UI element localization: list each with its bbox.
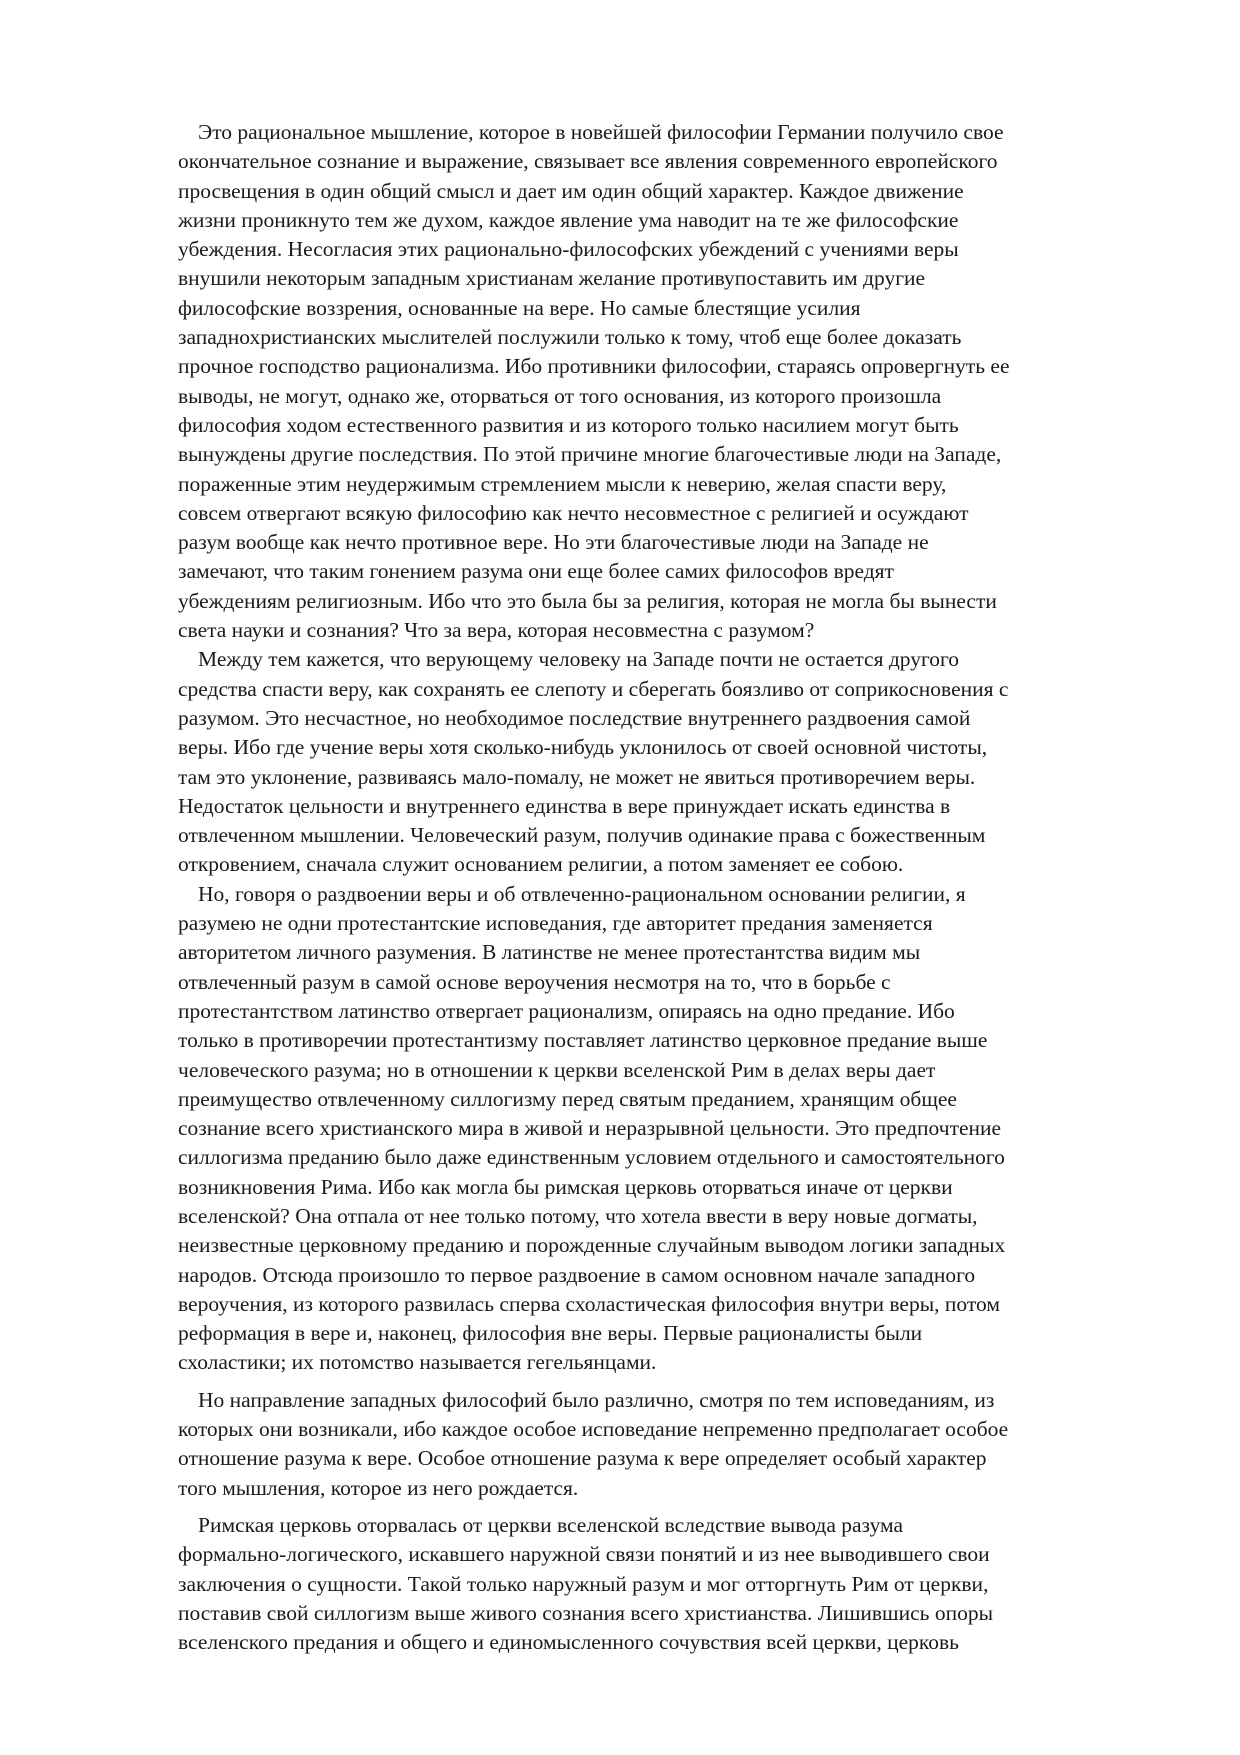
text-line: отвлеченный разум в самой основе вероучения несмотря на то, что в борьбе с xyxy=(178,969,891,994)
text-line: человеческого разума; но в отношении к церкви вселенской Рим в делах веры дает xyxy=(178,1057,936,1082)
text-line: реформация в вере и, наконец, философия вне веры. Первые рационалисты были xyxy=(178,1321,923,1346)
paragraph xyxy=(178,118,1158,645)
text-line: которых они возникали, ибо каждое особое исповедание непременно предполагает особое xyxy=(178,1417,1009,1442)
text-line: Недостаток цельности и внутреннего единства в вере принуждает искать единства в xyxy=(178,793,951,818)
text-line: света науки и сознания? Что за вера, которая несовместна с разумом? xyxy=(178,618,815,643)
text-line: силлогизма преданию было даже единственным условием отдельного и самостоятельного xyxy=(178,1145,1005,1170)
text-line: формально-логического, искавшего наружной связи понятий и из нее выводившего свои xyxy=(178,1542,990,1567)
text-line: просвещения в один общий смысл и дает им один общий характер. Каждое движение xyxy=(178,178,964,203)
text-line: пораженные этим неудержимым стремлением мысли к неверию, желая спасти веру, xyxy=(178,471,947,496)
text-line: западнохристианских мыслителей послужили только к тому, чтоб еще более доказать xyxy=(178,325,962,350)
text-line: того мышления, которое из него рождается. xyxy=(178,1475,579,1500)
text-line: народов. Отсюда произошло то первое раздвоение в самом основном начале западного xyxy=(178,1262,976,1287)
text-line: средства спасти веру, как сохранять ее слепоту и сберегать боязливо от соприкосновения с xyxy=(178,676,1009,701)
text-line: поставив свой силлогизм выше живого сознания всего христианства. Лишившись опоры xyxy=(178,1600,994,1625)
text-line: вероучения, из которого развилась сперва схоластическая философия внутри веры, потом xyxy=(178,1291,1000,1316)
paragraph xyxy=(178,645,1158,879)
text-line: заключения о сущности. Такой только наружный разум и мог отторгнуть Рим от церкви, xyxy=(178,1571,989,1596)
text-line: откровением, сначала служит основанием религии, а потом заменяет ее собою. xyxy=(178,852,904,877)
text-line: убеждениям религиозным. Ибо что это была бы за религия, которая не могла бы вынести xyxy=(178,588,997,613)
text-line: выводы, не могут, однако же, оторваться от того основания, из которого произошла xyxy=(178,383,942,408)
text-line: веры. Ибо где учение веры хотя сколько-нибудь уклонилось от своей основной чистоты, xyxy=(178,735,988,760)
text-line: преимущество отвлеченному силлогизму перед святым преданием, хранящим общее xyxy=(178,1086,957,1111)
text-line: отвлеченном мышлении. Человеческий разум, получив одинакие права с божественным xyxy=(178,823,986,848)
text-line: вынуждены другие последствия. По этой причине многие благочестивые люди на Западе, xyxy=(178,442,1002,467)
text-line: только в противоречии протестантизму поставляет латинство церковное предание выше xyxy=(178,1028,988,1053)
text-line: окончательное сознание и выражение, связывает все явления современного европейского xyxy=(178,149,998,174)
text-line: замечают, что таким гонением разума они еще более самих философов вредят xyxy=(178,559,894,584)
text-line: возникновения Рима. Ибо как могла бы римская церковь оторваться иначе от церкви xyxy=(178,1174,953,1199)
text-line: разум вообще как нечто противное вере. Но эти благочестивые люди на Западе не xyxy=(178,530,929,555)
text-line: философия ходом естественного развития и из которого только насилием могут быть xyxy=(178,412,959,437)
text-line: разумом. Это несчастное, но необходимое последствие внутреннего раздвоения самой xyxy=(178,705,971,730)
text-line: неизвестные церковному преданию и порожденные случайным выводом логики западных xyxy=(178,1233,1006,1258)
text-line: протестантством латинство отвергает рационализм, опираясь на одно предание. Ибо xyxy=(178,998,955,1023)
paragraph xyxy=(178,1511,1158,1657)
text-line: философские воззрения, основанные на вере. Но самые блестящие усилия xyxy=(178,295,861,320)
text-line: Но направление западных философий было различно, смотря по тем исповеданиям, из xyxy=(198,1387,995,1412)
text-line: Римская церковь оторвалась от церкви вселенской вследствие вывода разума xyxy=(198,1512,904,1537)
text-line: Между тем кажется, что верующему человеку на Западе почти не остается другого xyxy=(198,647,960,672)
text-line: отношение разума к вере. Особое отношение разума к вере определяет особый характер xyxy=(178,1446,987,1471)
text-line: жизни проникнуто тем же духом, каждое явление ума наводит на те же философские xyxy=(178,207,959,232)
text-line: убеждения. Несогласия этих рационально-философских убеждений с учениями веры xyxy=(178,237,959,262)
text-line: авторитетом личного разумения. В латинстве не менее протестантства видим мы xyxy=(178,940,921,965)
text-line: сознание всего христианского мира в живой и неразрывной цельности. Это предпочтение xyxy=(178,1116,1002,1141)
text-line: внушили некоторым западным христианам желание противупоставить им другие xyxy=(178,266,926,291)
text-line: схоластики; их потомство называется гегельянцами. xyxy=(178,1350,657,1375)
text-line: там это уклонение, развиваясь мало-помалу, не может не явиться противоречием веры. xyxy=(178,764,976,789)
text-line: Но, говоря о раздвоении веры и об отвлеченно-рациональном основании религии, я xyxy=(198,881,966,906)
text-line: разумею не одни протестантские исповедания, где авторитет предания заменяется xyxy=(178,911,933,936)
text-line: вселенского предания и общего и единомысленного сочувствия всей церкви, церковь xyxy=(178,1630,959,1655)
text-line: прочное господство рационализма. Ибо противники философии, стараясь опровергнуть ее xyxy=(178,354,1010,379)
text-line: Это рациональное мышление, которое в новейшей философии Германии получило свое xyxy=(198,120,1004,144)
paragraph xyxy=(178,1386,1158,1503)
document-body xyxy=(178,118,1158,1657)
document-page xyxy=(178,118,1158,1657)
text-line: вселенской? Она отпала от нее только потому, что хотела ввести в веру новые догматы, xyxy=(178,1203,978,1228)
text-line: совсем отвергают всякую философию как нечто несовместное с религией и осуждают xyxy=(178,500,969,525)
paragraph xyxy=(178,880,1158,1378)
